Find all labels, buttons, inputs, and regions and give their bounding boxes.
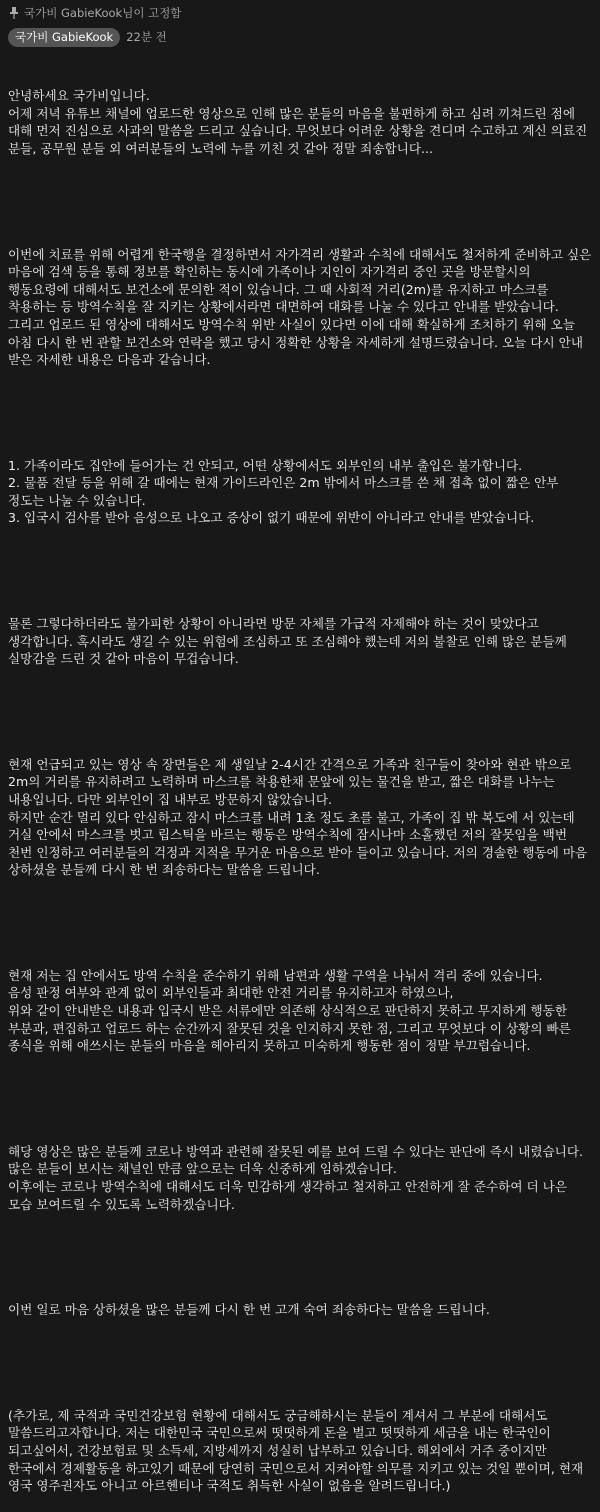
comment-paragraph [8, 562, 594, 580]
comment-body [0, 48, 600, 1512]
comment-paragraph: 물론 그렇다하더라도 불가피한 상황이 아니라면 방문 자체를 가급적 자제해야 하는 것이 맞았다고 생각합니다. 혹시라도 생길 수 있는 위험에 조심하고 또 조심해야 했는데 저의 불찰로 인해 많은 분들께 실망감을 드린 것 같아 마음이 무겁습니다. [8, 616, 571, 667]
comment-paragraph: 이번 일로 마음 상하셨을 많은 분들께 다시 한 번 고개 숙여 죄송하다는 말씀을 드립니다. [8, 1302, 490, 1318]
comment-paragraph [8, 1354, 594, 1372]
pinned-banner [0, 0, 600, 26]
comment-paragraph [8, 404, 594, 422]
comment-header [0, 26, 600, 48]
comment-paragraph: 현재 언급되고 있는 영상 속 장면들은 제 생일날 2-4시간 간격으로 가족과 친구들이 찾아와 현관 밖으로 2m의 거리를 유지하려고 노력하며 마스크를 착용한채 문앞에 있는 물건을 받고, 짧은 대화를 나누는 내용입니다. 다만 외부인이 집 내부로 방문하지 않았습니다. 하지만 순간 멀리 있다 안심하고 잠시 마스크를 내려 1초 정도 초를 불고, 가족이 집 밖 복도에 서 있는데 거실 안에서 마스크를 벗고 립스틱을 바르는 행동은 방역수칙에 잠시나마 소홀했던 저의 잘못임을 백번 천번 인정하고 여러분들의 걱정과 지적을 무거운 마음으로 받아 들이고 있습니다. 저의 경솔한 행동에 마음 상하셨을 분들께 다시 한 번 죄송하다는 말씀을 드립니다. [8, 756, 588, 878]
comment-paragraph [8, 1090, 594, 1108]
comment-paragraph [8, 703, 594, 721]
comment-paragraph [8, 914, 594, 932]
comment-paragraph: 이번에 치료를 위해 어렵게 한국행을 결정하면서 자가격리 생활과 수칙에 대해서도 철저하게 준비하고 싶은 마음에 검색 등을 통해 정보를 확인하는 동시에 가족이나 지인이 자가격리 중인 곳을 방문할시의 행동요령에 대해서도 보건소에 문의한 적이 있습니다. 그 때 사회적 거리(2m)를 유지하고 마스크를 착용하는 등 방역수칙을 잘 지키는 상황에서라면 대면하여 대화를 나눌 수 있다고 안내를 받았습니다. 그리고 업로드 된 영상에 대해서도 방역수칙 위반 사실이 있다면 이에 대해 확실하게 조치하기 위해 오늘 아침 다시 한 번 관할 보건소와 연락을 했고 당시 정확한 상황을 자세하게 설명드렸습니다. 오늘 다시 안내 받은 자세한 내용은 다음과 같습니다. [8, 246, 596, 368]
comment-paragraph [8, 1248, 594, 1266]
comment-paragraph: (추가로, 제 국적과 국민건강보험 현황에 대해서도 궁금해하시는 분들이 계셔서 그 부분에 대해서도 말씀드리고자합니다. 저는 대한민국 국민으로써 떳떳하게 돈을 벌고 떳떳하게 세금을 내는 한국인이 되고싶어서, 건강보험료 및 소득세, 지방세까지 성실히 납부하고 있습니다. 해외에서 거주 중이지만 한국에서 경제활동을 하고있기 때문에 당연히 국민으로서 지켜야할 의무를 지키고 있는 것일 뿐이며, 현재 영국 영주권자도 아니고 아르헨티나 국적도 취득한 사실이 없음을 알려드립니다.) [8, 1407, 588, 1494]
pin-icon [8, 6, 20, 20]
comment-paragraph: 안녕하세요 국가비입니다. 어제 저녁 유튜브 채널에 업로드한 영상으로 인해 많은 분들의 마음을 불편하게 하고 심려 끼쳐드린 점에 대해 먼저 진심으로 사과의 말씀을 드리고 싶습니다. 무엇보다 어려운 상황을 견디며 수고하고 계신 의료진 분들, 공무원 분들 외 여러분들의 노력에 누를 끼친 것 같아 정말 죄송합니다... [8, 88, 588, 156]
comment-paragraph: 1. 가족이라도 집안에 들어가는 건 안되고, 어떤 상황에서도 외부인의 내부 출입은 불가합니다. 2. 물품 전달 등을 위해 갈 때에는 현재 가이드라인은 2m 밖에서 마스크를 쓴 채 접촉 없이 짧은 안부 정도는 나눌 수 있습니다. 3. 입국시 검사를 받아 음성으로 나오고 증상이 없기 때문에 위반이 아니라고 안내를 받았습니다. [8, 457, 559, 526]
comment-paragraph: 현재 저는 집 안에서도 방역 수칙을 준수하기 위해 남편과 생활 구역을 나눠서 격리 중에 있습니다. 음성 판정 여부와 관계 없이 외부인들과 최대한 안전 거리를 유지하고자 하였으나, 위와 같이 안내받은 내용과 입국시 받은 서류에만 의존해 상식적으로 판단하지 못하고 무지하게 행동한 부분과, 편집하고 업로드 하는 순간까지 잘못된 것을 인지하지 못한 점, 그리고 무엇보다 이 상황의 빠른 종식을 위해 애쓰시는 분들의 마음을 헤아리지 못하고 미숙하게 행동한 점이 정말 부끄럽습니다. [8, 967, 571, 1054]
pinned-text: 국가비 GabieKook님이 고정함 [24, 6, 182, 20]
comment-paragraph [8, 193, 594, 211]
author-name[interactable]: 국가비 GabieKook [8, 28, 120, 47]
comment-paragraph: 해당 영상은 많은 분들께 코로나 방역과 관련해 잘못된 예를 보여 드릴 수 있다는 판단에 즉시 내렸습니다. 많은 분들이 보시는 채널인 만큼 앞으로는 더욱 신중하게 임하겠습니다. 이후에는 코로나 방역수칙에 대해서도 더욱 민감하게 생각하고 철저하고 안전하게 잘 준수하여 더 나은 모습 보여드릴 수 있도록 노력하겠습니다. [8, 1143, 584, 1212]
comment-timestamp[interactable]: 22분 전 [126, 30, 167, 44]
